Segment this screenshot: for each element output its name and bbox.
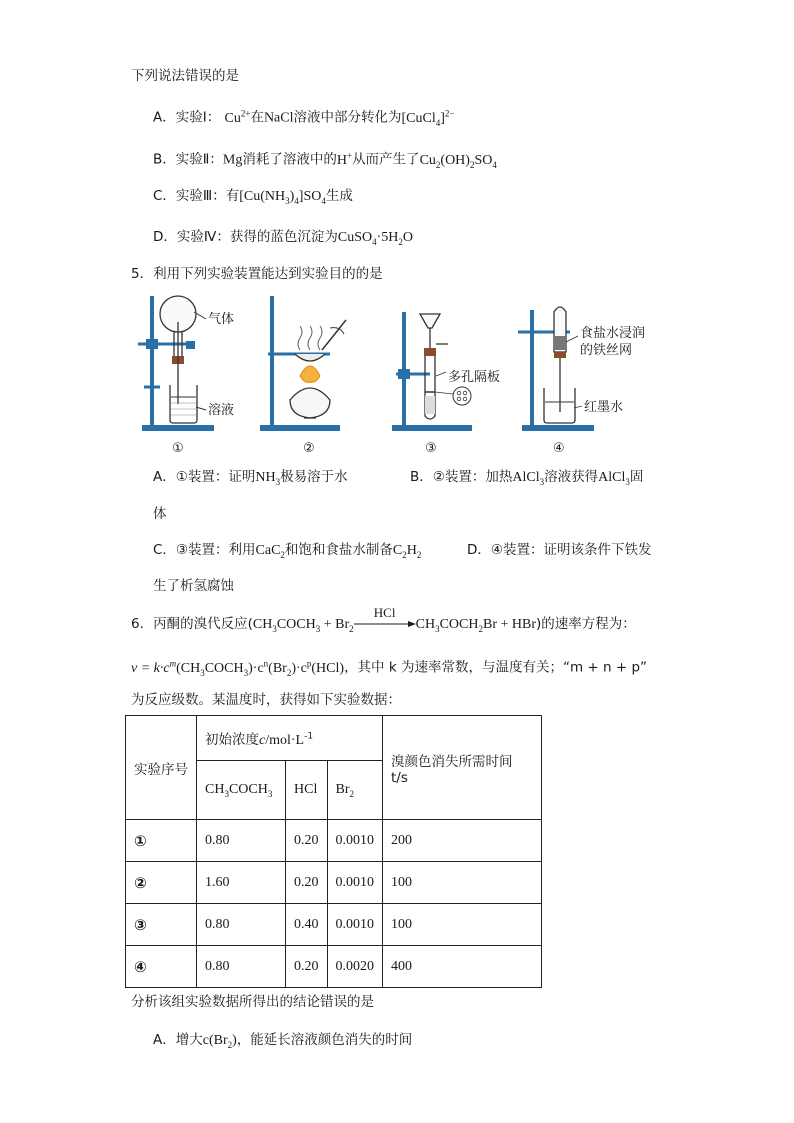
subheader-hcl: HCl [286, 761, 328, 820]
cell-b: 0.20 [286, 820, 328, 862]
apparatus-1 [138, 296, 214, 431]
table-row [126, 820, 542, 862]
cell-t: 100 [383, 862, 542, 904]
label-solution: 溶液 [208, 403, 235, 418]
q4-a-complex: [CuCl$_4$]$^{2-}$ [401, 108, 455, 128]
cell-a: 0.80 [197, 946, 286, 988]
q5-option-b: B．②装置：加热AlCl$_3$溶液获得AlCl$_3$固 [410, 469, 644, 487]
q5-option-a: A．①装置：证明$NH_3$极易溶于水 [153, 469, 348, 487]
header-conc: 初始浓度$c/mol\cdot L^{-1}$ [197, 716, 383, 761]
q4-c-formula: $[Cu(NH_3)_4]SO_4$ [239, 189, 326, 206]
label-n1: ① [172, 441, 184, 456]
q6-reaction: $CH_3COCH_3 + Br_2$ [252, 617, 354, 634]
cell-c: 0.0010 [327, 862, 383, 904]
row-id: ① [126, 820, 197, 862]
q4-a-mid2: 溶液中部分转化为 [293, 109, 402, 126]
cell-c: 0.0010 [327, 820, 383, 862]
cell-t: 200 [383, 820, 542, 862]
q5-option-d: D．④装置：证明该条件下铁发 [467, 542, 652, 558]
header-seq: 实验序号 [126, 716, 197, 820]
q4-b-formula: $Cu_2(OH)_2SO_4$ [419, 152, 497, 170]
cell-t: 100 [383, 904, 542, 946]
subheader-br2: $Br_2$ [327, 761, 383, 820]
reaction-arrow: HCl [354, 615, 416, 633]
label-n4: ④ [553, 441, 565, 456]
cell-b: 0.20 [286, 946, 328, 988]
row-id: ④ [126, 946, 197, 988]
q6-rate-equation: $v = k\cdot c^m(CH_3COCH_3)\cdot c^n(Br_2)\cdot c^p(HCl)$，其中 k 为速率常数，与温度有关；“m + n + p” [131, 658, 648, 678]
cell-t: 400 [383, 946, 542, 988]
q4-option-d: D．实验Ⅳ：获得的蓝色沉淀为$CuSO_4\cdot 5H_2O$ [153, 229, 413, 247]
label-porous: 多孔隔板 [448, 370, 501, 385]
label-gas: 气体 [208, 312, 235, 327]
q6-stem: 6．丙酮的溴代反应($CH_3COCH_3 + Br_2$ HCl $CH_3COCH_2Br + HBr$)的速率方程为： [131, 605, 636, 634]
table-row [126, 946, 542, 988]
row-id: ③ [126, 904, 197, 946]
q4-a-mid: 在 [250, 109, 264, 126]
header-time: 溴颜色消失所需时间 t/s [383, 716, 542, 820]
q4-option-a [153, 103, 454, 132]
q5-option-b-cont: 体 [153, 506, 167, 522]
label-salt-mesh-1: 食盐水浸润 [580, 326, 646, 341]
q4-option-b: B．实验Ⅱ：Mg消耗了溶液中的H+从而产生了$Cu_2(OH)_2SO_4$ [153, 150, 497, 170]
q5-stem: 5．利用下列实验装置能达到实验目的的是 [131, 266, 383, 282]
q4-stem: 下列说法错误的是 [131, 68, 239, 84]
cell-a: 0.80 [197, 820, 286, 862]
cell-c: 0.0010 [327, 904, 383, 946]
q4-a-cu: $Cu^{2+}$ [224, 108, 251, 126]
q6-analysis: 分析该组实验数据所得出的结论错误的是 [131, 994, 374, 1010]
label-salt-mesh-2: 的铁丝网 [580, 343, 633, 358]
row-id: ② [126, 862, 197, 904]
apparatus-2 [260, 296, 346, 431]
label-n3: ③ [425, 441, 437, 456]
label-n2: ② [303, 441, 315, 456]
table-header-row [126, 716, 542, 761]
table-row [126, 862, 542, 904]
q6-option-a: A．增大$c(Br_2)$，能延长溶液颜色消失的时间 [153, 1032, 413, 1050]
experiment-table [125, 715, 542, 988]
q5-apparatus-figure [130, 292, 670, 462]
cell-b: 0.20 [286, 862, 328, 904]
label-red-ink: 红墨水 [584, 400, 624, 415]
q4-option-c: C．实验Ⅲ：有$[Cu(NH_3)_4]SO_4$生成 [153, 188, 353, 206]
cell-c: 0.0020 [327, 946, 383, 988]
q4-d-formula: $CuSO_4\cdot 5H_2O$ [337, 230, 413, 247]
cell-b: 0.40 [286, 904, 328, 946]
q6-line3: 为反应级数。某温度时，获得如下实验数据： [131, 692, 401, 708]
table-row [126, 904, 542, 946]
q5-option-d-cont: 生了析氢腐蚀 [153, 578, 234, 594]
q5-option-c: C．③装置：利用CaC$_2$和饱和食盐水制备$C_2H_2$ [153, 542, 422, 560]
cell-a: 0.80 [197, 904, 286, 946]
q4-a-nacl: NaCl [263, 110, 294, 126]
subheader-acetone: $CH_3COCH_3$ [197, 761, 286, 820]
q4-a-prefix: A．实验Ⅰ： [153, 109, 221, 126]
cell-a: 1.60 [197, 862, 286, 904]
